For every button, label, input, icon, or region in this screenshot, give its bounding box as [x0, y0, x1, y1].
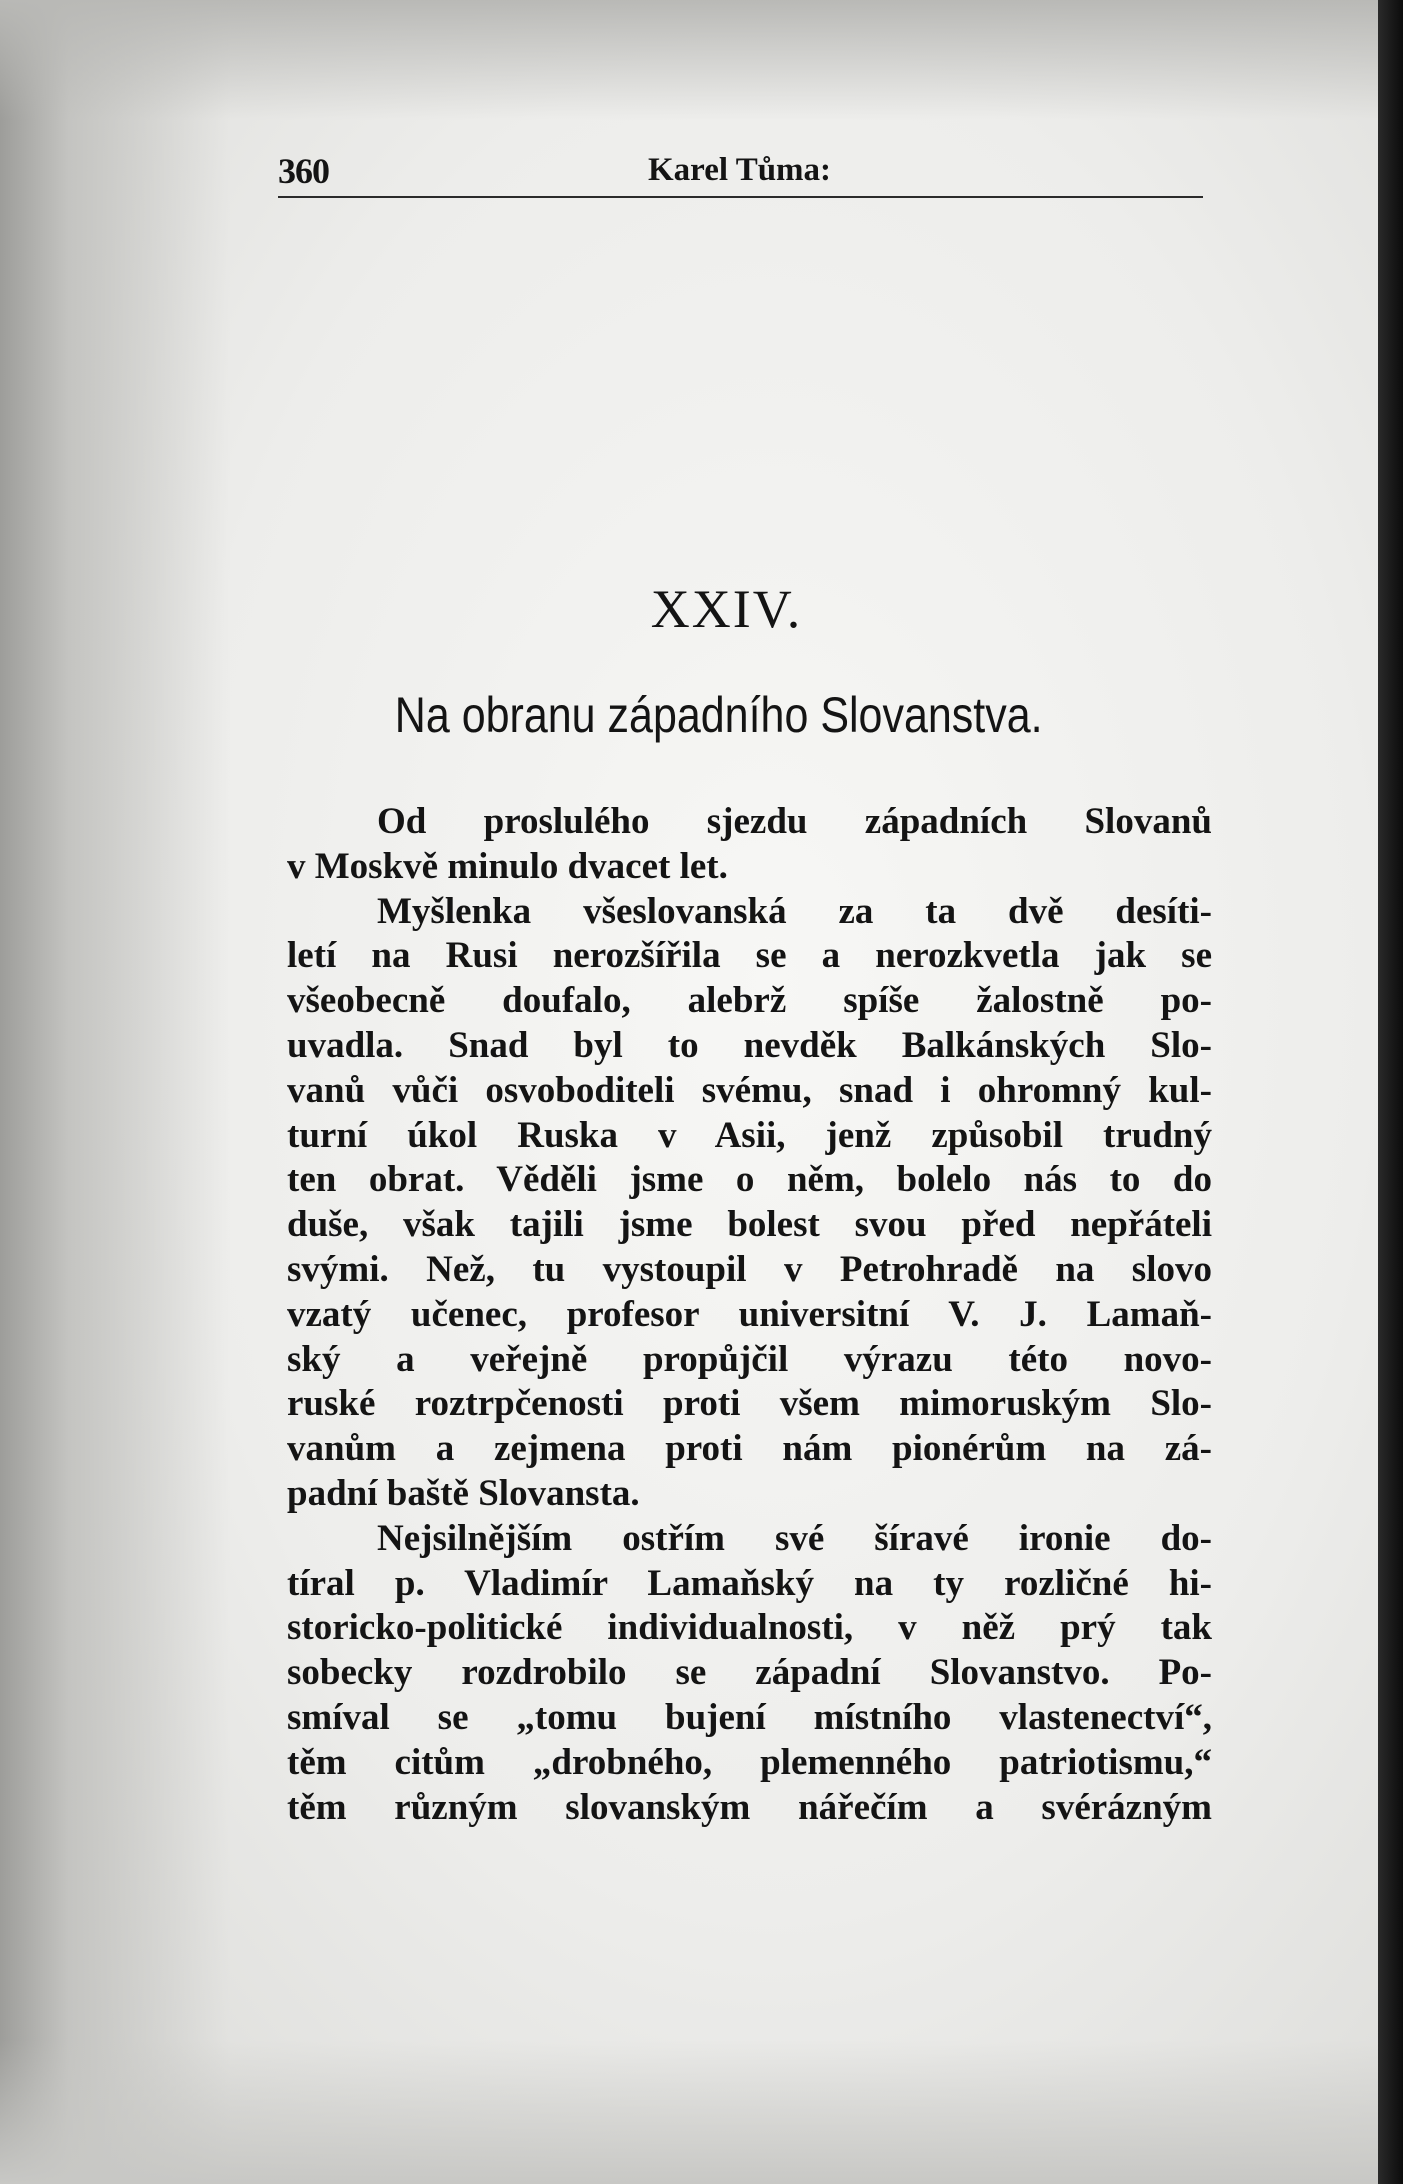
text-line: uvadla. Snad byl to nevděk Balkánských Slo-	[287, 1024, 1212, 1066]
text-line: všeobecně doufalo, alebrž spíše žalostně po-	[287, 980, 1212, 1022]
text-line: vanům a zejmena proti nám pionérům na zá-	[287, 1428, 1212, 1470]
text-line: letí na Rusi nerozšířila se a nerozkvetla jak se	[287, 935, 1212, 977]
top-edge-shadow	[0, 0, 1403, 120]
text-line: v Moskvě minulo dvacet let.	[287, 845, 728, 887]
text-line: ruské roztrpčenosti proti všem mimoruským Slo-	[287, 1383, 1212, 1425]
text-line: duše, však tajili jsme bolest svou před nepřáteli	[287, 1204, 1212, 1246]
text-line: svými. Než, tu vystoupil v Petrohradě na slovo	[287, 1248, 1212, 1290]
text-line: Od proslulého sjezdu západních Slovanů	[377, 801, 1212, 842]
text-line: těm různým slovanským nářečím a svérázným	[287, 1786, 1212, 1828]
body-text	[287, 800, 1212, 1830]
chapter-number: XXIV.	[650, 579, 803, 639]
bottom-edge-shadow	[0, 2040, 1403, 2184]
page-edge-border	[1378, 0, 1403, 2184]
running-title: Karel Tůma:	[648, 152, 832, 188]
text-line: storicko-politické individualnosti, v něž prý tak	[287, 1607, 1212, 1649]
text-line: sobecky rozdrobilo se západní Slovanstvo. Po-	[287, 1652, 1212, 1694]
chapter-title: Na obranu západního Slovanstva.	[394, 687, 1043, 743]
page-number: 360	[278, 151, 329, 191]
text-line: turní úkol Ruska v Asii, jenž způsobil trudný	[287, 1114, 1212, 1156]
text-line: ten obrat. Věděli jsme o něm, bolelo nás to do	[287, 1159, 1212, 1201]
text-line: padní baště Slovansta.	[287, 1472, 640, 1514]
text-line: vanů vůči osvoboditeli svému, snad i ohromný kul-	[287, 1069, 1212, 1111]
binding-shadow	[0, 0, 230, 2184]
text-line: tíral p. Vladimír Lamaňský na ty rozličné hi-	[287, 1562, 1212, 1604]
text-line: Myšlenka všeslovanská za ta dvě desíti-	[377, 890, 1212, 932]
text-line: těm citům „drobného, plemenného patriotismu,“	[287, 1741, 1212, 1783]
text-line: vzatý učenec, profesor universitní V. J. Lamaň-	[287, 1293, 1212, 1335]
running-header	[278, 150, 1203, 198]
text-line: Nejsilnějším ostřím své šíravé ironie do-	[377, 1517, 1212, 1559]
text-line: ský a veřejně propůjčil výrazu této novo-	[287, 1338, 1212, 1380]
text-line: smíval se „tomu bujení místního vlastenectví“,	[287, 1696, 1212, 1738]
